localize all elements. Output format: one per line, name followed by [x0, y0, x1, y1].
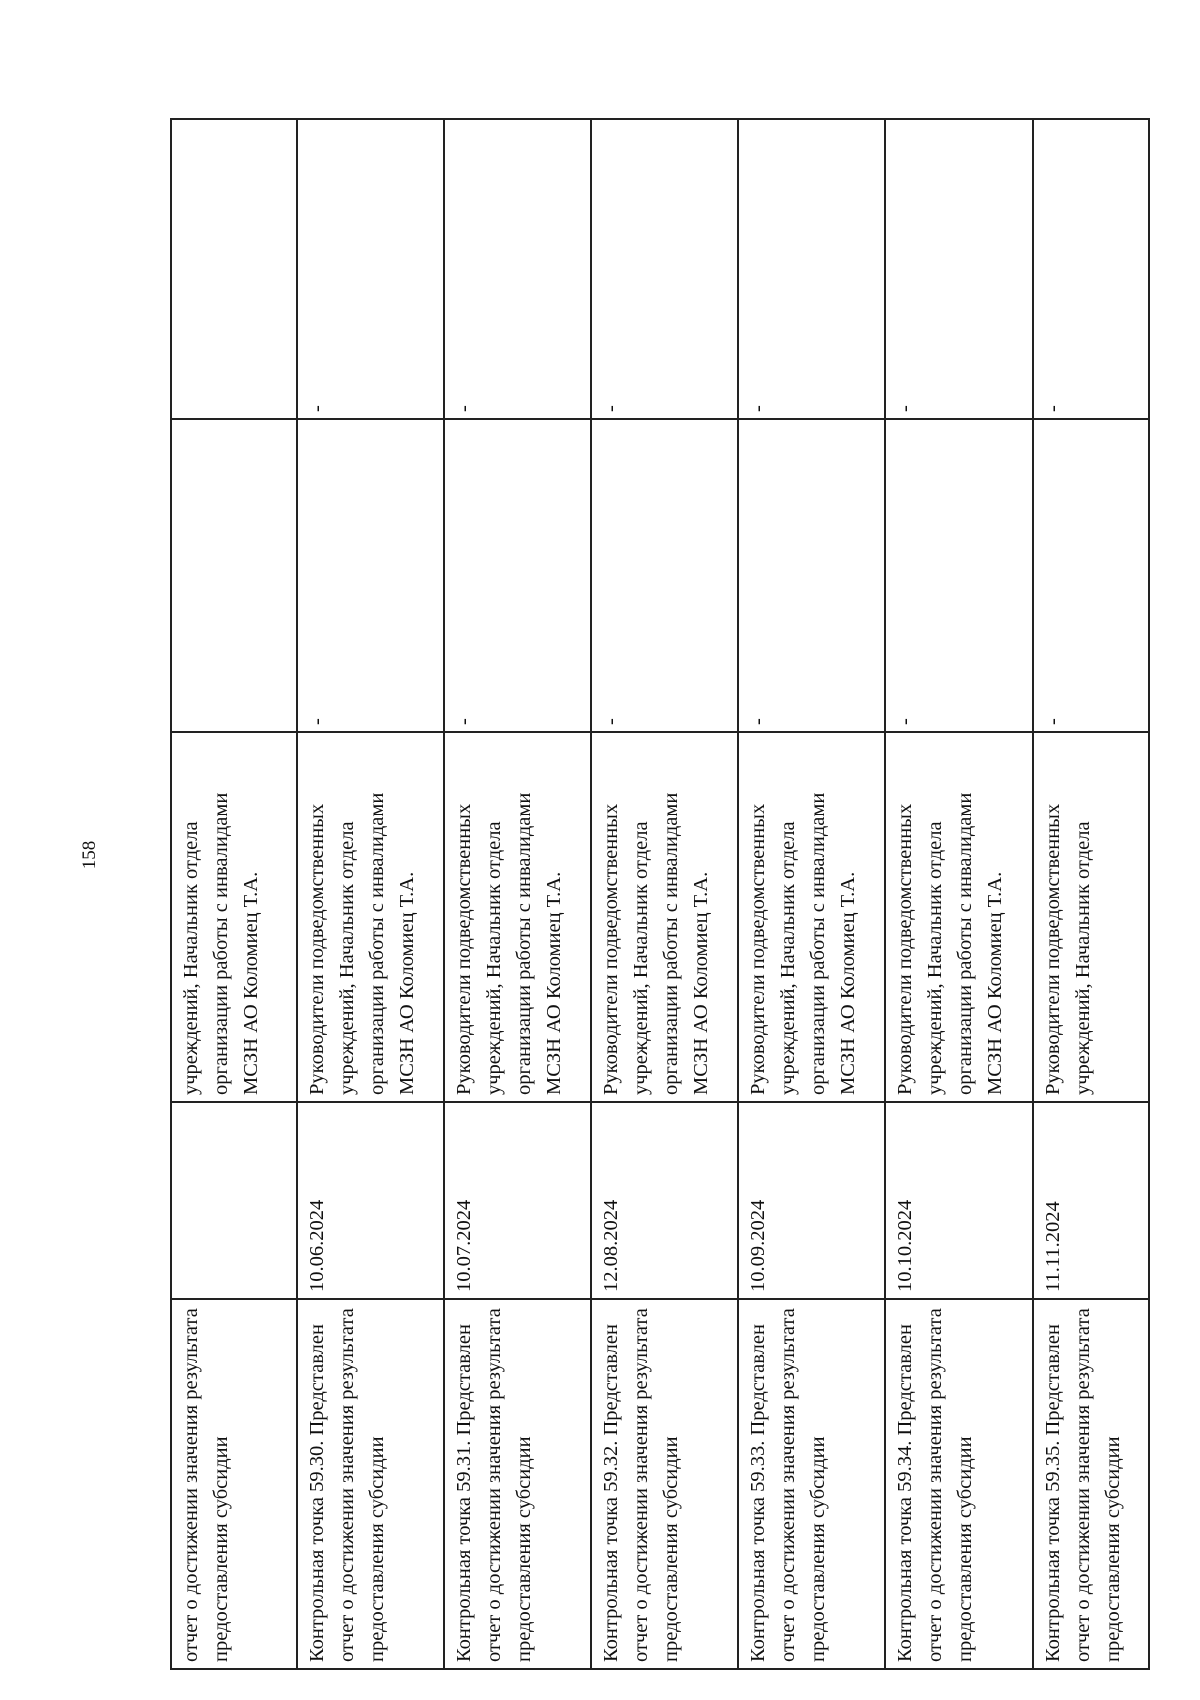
responsible-cell: Руководители подведомственных учреждений, Начальник отдела организации работы с инвалидами МСЗН АО Коломиец Т.А. [591, 732, 738, 1102]
column-5-cell: - [444, 119, 591, 419]
table-row [444, 119, 591, 1669]
column-5-cell: - [591, 119, 738, 419]
column-4-cell: - [297, 419, 444, 732]
date-cell: 10.10.2024 [885, 1102, 1032, 1299]
control-point-name-cell: Контрольная точка 59.30. Представлен отчет о достижении значения результата предоставления субсидии [297, 1299, 444, 1669]
responsible-cell: учреждений, Начальник отдела организации работы с инвалидами МСЗН АО Коломиец Т.А. [171, 732, 297, 1102]
table-row [738, 119, 885, 1669]
control-points-table [170, 118, 1150, 1670]
column-4-cell: - [738, 419, 885, 732]
column-5-cell [171, 119, 297, 419]
responsible-cell: Руководители подведомственных учреждений, Начальник отдела [1033, 732, 1149, 1102]
column-5-cell: - [297, 119, 444, 419]
responsible-cell: Руководители подведомственных учреждений, Начальник отдела организации работы с инвалидами МСЗН АО Коломиец Т.А. [444, 732, 591, 1102]
column-5-cell: - [738, 119, 885, 419]
date-cell: 11.11.2024 [1033, 1102, 1149, 1299]
table-row [591, 119, 738, 1669]
table-row [297, 119, 444, 1669]
column-4-cell [171, 419, 297, 732]
column-4-cell: - [591, 419, 738, 732]
control-point-name-cell: Контрольная точка 59.35. Представлен отчет о достижении значения результата предоставления субсидии [1033, 1299, 1149, 1669]
responsible-cell: Руководители подведомственных учреждений, Начальник отдела организации работы с инвалидами МСЗН АО Коломиец Т.А. [738, 732, 885, 1102]
column-5-cell: - [1033, 119, 1149, 419]
date-cell: 12.08.2024 [591, 1102, 738, 1299]
control-point-name-cell: Контрольная точка 59.32. Представлен отчет о достижении значения результата предоставления субсидии [591, 1299, 738, 1669]
column-5-cell: - [885, 119, 1032, 419]
table-row [1033, 119, 1149, 1669]
control-point-name-cell: Контрольная точка 59.31. Представлен отчет о достижении значения результата предоставления субсидии [444, 1299, 591, 1669]
control-point-name-cell: Контрольная точка 59.33. Представлен отчет о достижении значения результата предоставления субсидии [738, 1299, 885, 1669]
date-cell: 10.09.2024 [738, 1102, 885, 1299]
column-4-cell: - [885, 419, 1032, 732]
control-point-name-cell: Контрольная точка 59.34. Представлен отчет о достижении значения результата предоставления субсидии [885, 1299, 1032, 1669]
date-cell: 10.07.2024 [444, 1102, 591, 1299]
table-container [170, 120, 1150, 1670]
date-cell: 10.06.2024 [297, 1102, 444, 1299]
table-row [171, 119, 297, 1669]
table-row [885, 119, 1032, 1669]
column-4-cell: - [444, 419, 591, 732]
responsible-cell: Руководители подведомственных учреждений, Начальник отдела организации работы с инвалидами МСЗН АО Коломиец Т.А. [885, 732, 1032, 1102]
date-cell [171, 1102, 297, 1299]
column-4-cell: - [1033, 419, 1149, 732]
page-number: 158 [79, 840, 100, 870]
control-point-name-cell: отчет о достижении значения результата предоставления субсидии [171, 1299, 297, 1669]
responsible-cell: Руководители подведомственных учреждений, Начальник отдела организации работы с инвалидами МСЗН АО Коломиец Т.А. [297, 732, 444, 1102]
